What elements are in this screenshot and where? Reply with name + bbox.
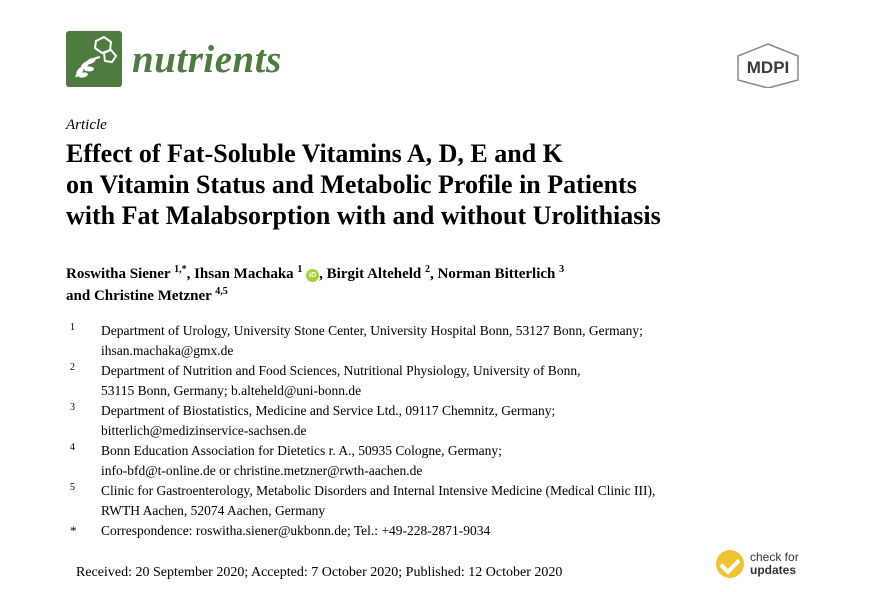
publisher-name: MDPI <box>746 58 790 77</box>
author-affiliation: 1,* <box>174 264 187 275</box>
title-line: with Fat Malabsorption with and without Urolithiasis <box>66 201 661 230</box>
author-name[interactable]: Norman Bitterlich <box>437 266 556 282</box>
updates-label: updates <box>750 563 797 577</box>
author-name[interactable]: Ihsan Machaka <box>194 266 294 282</box>
affiliation-line: RWTH Aachen, 52074 Aachen, Germany <box>101 503 326 518</box>
check-for-updates-button[interactable] <box>716 549 806 581</box>
journal-name: nutrients <box>132 38 282 81</box>
author-affiliation: 3 <box>559 264 565 275</box>
affiliation <box>70 401 800 441</box>
check-for-label: check for <box>750 550 799 564</box>
article-title <box>66 138 826 231</box>
leaf-molecule-icon <box>66 31 122 87</box>
affiliation-line[interactable]: info-bfd@t-online.de or christine.metzner@rwth-aachen.de <box>101 463 423 478</box>
affiliation-mark: 3 <box>70 402 75 413</box>
mdpi-logo <box>734 42 802 88</box>
affiliation <box>70 481 800 521</box>
affiliation-line[interactable]: 53115 Bonn, Germany; b.alteheld@uni-bonn.de <box>101 383 362 398</box>
affiliation-mark: * <box>70 523 77 538</box>
author-name[interactable]: Birgit Alteheld <box>326 266 422 282</box>
affiliation-mark: 5 <box>70 482 75 493</box>
affiliation-line: Department of Urology, University Stone Center, University Hospital Bonn, 53127 Bonn, Germany; <box>101 323 643 338</box>
author-list: Roswitha Siener $^{1,*}$, Ihsan Machaka $^1$ iD , Birgit Alteheld $^2$, Norman Bitterlich $^3$ and Christine Metzner $^{4,5}$ <box>66 264 565 304</box>
affiliation-line[interactable]: bitterlich@medizinservice-sachsen.de <box>101 423 307 438</box>
checkmark-icon <box>716 550 744 578</box>
author-name[interactable]: Roswitha Siener <box>66 266 171 282</box>
affiliation-mark: 4 <box>70 442 75 453</box>
affiliation <box>70 441 800 481</box>
title-line: on Vitamin Status and Metabolic Profile in Patients <box>66 170 637 199</box>
orcid-icon[interactable]: iD <box>306 269 319 282</box>
affiliation-line: Department of Nutrition and Food Sciences, Nutritional Physiology, University of Bonn, <box>101 363 581 378</box>
affiliation-line: Bonn Education Association for Dietetics r. A., 50935 Cologne, Germany; <box>101 443 502 458</box>
author-name[interactable]: Christine Metzner <box>93 288 212 304</box>
affiliation <box>70 361 800 401</box>
author-affiliation: 2 <box>425 264 430 275</box>
author-affiliation: 4,5 <box>215 286 228 297</box>
article-type: Article <box>66 117 107 133</box>
correspondence <box>70 521 800 541</box>
affiliation-line: Department of Biostatistics, Medicine and Service Ltd., 09117 Chemnitz, Germany; <box>101 403 556 418</box>
affiliation-mark: 2 <box>70 362 75 373</box>
correspondence-line[interactable]: Correspondence: roswitha.siener@ukbonn.de; Tel.: +49-228-2871-9034 <box>101 523 491 538</box>
title-line: Effect of Fat-Soluble Vitamins A, D, E and K <box>66 139 563 168</box>
affiliation <box>70 321 800 361</box>
affiliation-mark: 1 <box>70 322 75 333</box>
author-affiliation: 1 <box>297 264 303 275</box>
affiliation-line: Clinic for Gastroenterology, Metabolic Disorders and Internal Intensive Medicine (Medical Clinic III), <box>101 483 656 498</box>
affiliation-line[interactable]: ihsan.machaka@gmx.de <box>101 343 234 358</box>
journal-logo <box>66 31 122 87</box>
publication-dates: Received: 20 September 2020; Accepted: 7 October 2020; Published: 12 October 2020 <box>76 565 563 580</box>
